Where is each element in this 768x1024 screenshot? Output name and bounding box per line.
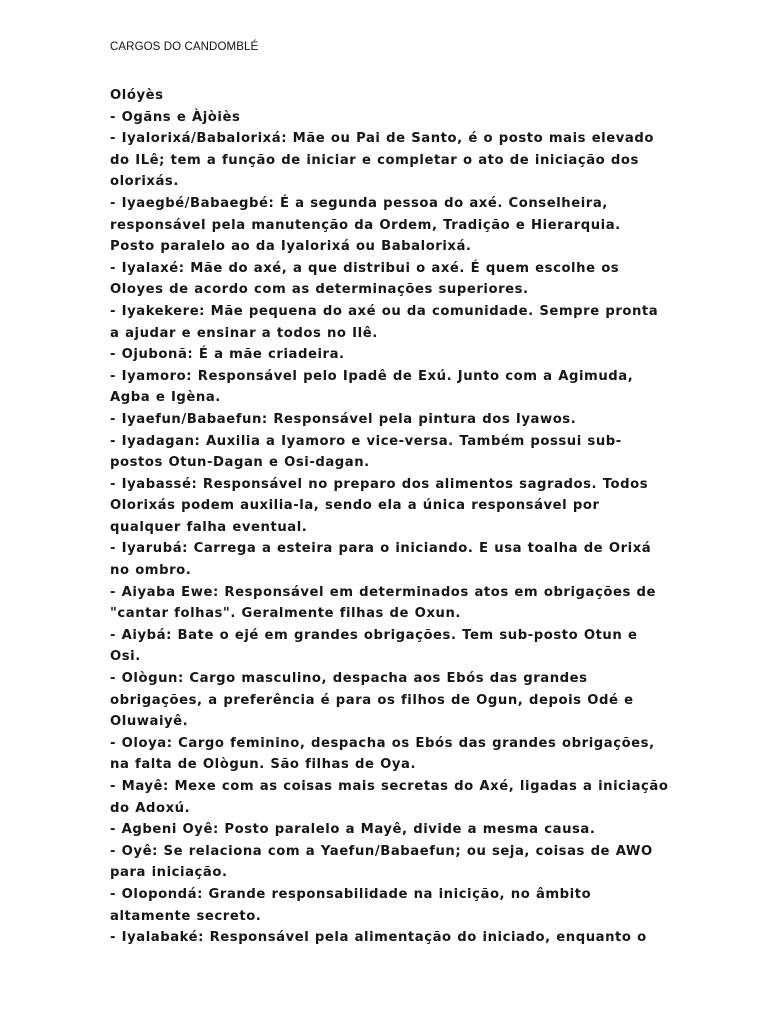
paragraph: - Aiyaba Ewe: Responsável em determinados atos em obrigações de "cantar folhas". Geralmente filhas de Oxun. (110, 584, 656, 622)
paragraph: - Iyamoro: Responsável pelo Ipadê de Exú. Junto com a Agimuda, Agba e Igèna. (110, 368, 634, 406)
document-title: CARGOS DO CANDOMBLÉ (110, 41, 259, 53)
paragraph: - Oyê: Se relaciona com a Yaefun/Babaefun; ou seja, coisas de AWO para iniciação. (110, 843, 653, 881)
paragraph: - Ogãns e Àjòiès (110, 109, 241, 125)
paragraph: - Iyaegbé/Babaegbé: É a segunda pessoa do axé. Conselheira, responsável pela manutenção da Ordem, Tradição e Hierarquia. Posto paralelo ao da Iyalorixá ou Babalorixá. (110, 195, 621, 255)
paragraph: - Agbeni Oyê: Posto paralelo a Mayê, divide a mesma causa. (110, 822, 596, 838)
paragraph: - Iyalorixá/Babalorixá: Mãe ou Pai de Santo, é o posto mais elevado do ILê; tem a função de iniciar e completar o ato de iniciação dos olorixás. (110, 131, 654, 190)
document-body (110, 85, 670, 949)
paragraph: - Iyadagan: Auxilia a Iyamoro e vice-versa. Também possui sub-postos Otun-Dagan e Osi-dagan. (110, 433, 622, 471)
paragraph: - Ològun: Cargo masculino, despacha aos Ebós das grandes obrigações, a preferência é para os filhos de Ogun, depois Odé e Oluwaiyê. (110, 671, 634, 730)
paragraph: - Iyabassé: Responsável no preparo dos alimentos sagrados. Todos Olorixás podem auxilia-la, sendo ela a única responsável por qualquer falha eventual. (110, 476, 649, 535)
paragraph: - Mayê: Mexe com as coisas mais secretas do Axé, ligadas a iniciação do Adoxú. (110, 779, 669, 816)
paragraph: - Iyaefun/Babaefun: Responsável pela pintura dos Iyawos. (110, 411, 577, 427)
paragraph: - Iyarubá: Carrega a esteira para o iniciando. E usa toalha de Orixá no ombro. (110, 541, 652, 579)
paragraph: - Olopondá: Grande responsabilidade na inicição, no âmbito altamente secreto. (110, 886, 592, 924)
paragraph: - Iyalaxé: Mãe do axé, a que distribui o axé. É quem escolhe os Oloyes de acordo com as determinações superiores. (110, 260, 620, 298)
section-heading: Olóyès (110, 88, 164, 103)
paragraph: - Oloya: Cargo feminino, despacha os Ebós das grandes obrigações, na falta de Ològun. São filhas de Oya. (110, 735, 655, 773)
paragraph: - Ojubonã: É a mãe criadeira. (110, 347, 345, 363)
paragraph: - Iyakekere: Mãe pequena do axé ou da comunidade. Sempre pronta a ajudar e ensinar a todos no Ilê. (110, 303, 659, 341)
paragraph: - Aiybá: Bate o ejé em grandes obrigações. Tem sub-posto Otun e Osi. (110, 627, 638, 665)
paragraph: - Iyalabaké: Responsável pela alimentação do iniciado, enquanto o (110, 930, 647, 946)
